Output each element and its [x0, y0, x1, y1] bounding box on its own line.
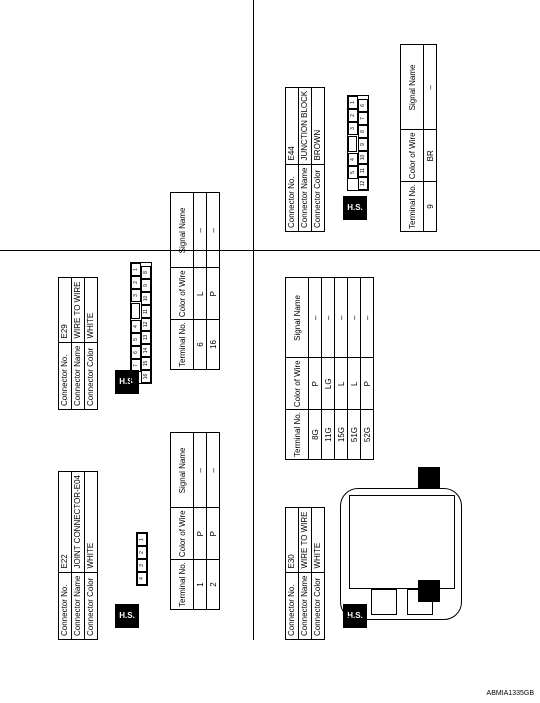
pin: 1 [131, 263, 141, 276]
wire-color-cell: P [361, 358, 374, 410]
signal-cell: – [335, 278, 348, 358]
pin: 7 [131, 359, 141, 372]
vertical-divider [253, 0, 254, 640]
pin: 5 [348, 166, 358, 179]
wire-color-cell: P [309, 358, 322, 410]
label: Connector No. [59, 342, 72, 409]
header: Color of Wire [401, 130, 424, 182]
hs-icon: H.S. [115, 604, 139, 628]
terminal-table-e44 [400, 44, 437, 232]
connector-no-value: E22 [59, 472, 72, 573]
label: Connector Color [312, 572, 325, 639]
signal-cell: – [348, 278, 361, 358]
figure-id: ABMIA1335GB [486, 690, 534, 697]
pin: 8 [141, 266, 151, 279]
terminal-table-e30 [285, 277, 374, 460]
pin: 9 [141, 279, 151, 292]
pin: 2 [348, 109, 358, 122]
pin: 7 [358, 112, 368, 125]
pin: 10 [141, 292, 151, 305]
terminal-cell: 8G [309, 410, 322, 460]
connector-no-value: E30 [286, 508, 299, 572]
pin: 3 [348, 122, 358, 135]
signal-cell: – [309, 278, 322, 358]
label: Connector No. [286, 164, 299, 231]
header: Terminal No. [286, 410, 309, 460]
wire-color-cell: L [335, 358, 348, 410]
terminal-cell: 6 [194, 320, 207, 370]
label: Connector Color [312, 164, 325, 231]
connector-color-value: BROWN [312, 87, 325, 164]
label: Connector Name [72, 342, 85, 409]
header: Terminal No. [401, 182, 424, 232]
pin: 16 [141, 370, 151, 383]
pin: 2 [131, 276, 141, 289]
pin: 15 [141, 357, 151, 370]
pin: 10 [358, 151, 368, 164]
wire-color-cell: L [194, 268, 207, 320]
label: Connector Name [299, 164, 312, 231]
pin: 6 [131, 346, 141, 359]
connector-e44-pinout [347, 95, 369, 191]
header: Color of Wire [171, 268, 194, 320]
pin: 1 [137, 533, 147, 546]
connector-e30-panel [285, 507, 325, 640]
connector-no-value: E44 [286, 87, 299, 164]
connector-color-value: WHITE [85, 472, 98, 573]
pin: 4 [348, 153, 358, 166]
terminal-cell: 9 [424, 182, 437, 232]
pin: 3 [137, 559, 147, 572]
connector-color-value: WHITE [85, 278, 98, 342]
terminal-table-e29 [170, 192, 220, 370]
pin: 3 [131, 289, 141, 302]
hs-icon: H.S. [343, 604, 367, 628]
header: Terminal No. [171, 560, 194, 610]
wire-color-cell: P [194, 508, 207, 560]
pin: 12 [141, 318, 151, 331]
wire-color-cell: P [207, 268, 220, 320]
signal-cell: – [194, 193, 207, 268]
connector-e44-panel [285, 87, 325, 232]
wire-color-cell: L [348, 358, 361, 410]
pin: 1 [348, 96, 358, 109]
pin: 11 [141, 305, 151, 318]
connector-name-value: JOINT CONNECTOR-E04 [72, 472, 85, 573]
label: Connector Name [72, 572, 85, 639]
label: Connector No. [286, 572, 299, 639]
horizontal-divider [0, 250, 540, 251]
connector-e22-panel [58, 471, 98, 640]
signal-cell: – [194, 433, 207, 508]
wire-color-cell: P [207, 508, 220, 560]
connector-no-value: E29 [59, 278, 72, 342]
pin: 12 [358, 177, 368, 190]
terminal-cell: 1 [194, 560, 207, 610]
header: Terminal No. [171, 320, 194, 370]
wire-color-cell: LG [322, 358, 335, 410]
pin: 6 [358, 99, 368, 112]
signal-cell: – [322, 278, 335, 358]
wire-color-cell: BR [424, 130, 437, 182]
signal-cell: – [207, 193, 220, 268]
header: Signal Name [171, 193, 194, 268]
connector-e22-pinout [136, 532, 148, 586]
pin: 2 [137, 546, 147, 559]
terminal-cell: 52G [361, 410, 374, 460]
signal-cell: – [424, 45, 437, 130]
pin: 13 [141, 331, 151, 344]
header: Color of Wire [286, 358, 309, 410]
terminal-cell: 2 [207, 560, 220, 610]
connector-color-value: WHITE [312, 508, 325, 572]
header: Signal Name [286, 278, 309, 358]
connector-e30-housing [340, 488, 462, 620]
connector-name-value: WIRE TO WIRE [72, 278, 85, 342]
latch-left [418, 467, 440, 489]
header: Signal Name [171, 433, 194, 508]
pin: 11 [358, 164, 368, 177]
pin: 4 [131, 320, 141, 333]
terminal-cell: 15G [335, 410, 348, 460]
pin: 4 [137, 572, 147, 585]
pin: 8 [358, 125, 368, 138]
pin: 5 [131, 333, 141, 346]
signal-cell: – [361, 278, 374, 358]
signal-cell: – [207, 433, 220, 508]
header: Color of Wire [171, 508, 194, 560]
pin: 14 [141, 344, 151, 357]
label: Connector Color [85, 572, 98, 639]
connector-e29-panel [58, 277, 98, 410]
terminal-cell: 16 [207, 320, 220, 370]
hs-icon: H.S. [115, 370, 139, 394]
pin: 9 [358, 138, 368, 151]
terminal-cell: 11G [322, 410, 335, 460]
label: Connector Name [299, 572, 312, 639]
header: Signal Name [401, 45, 424, 130]
terminal-cell: 51G [348, 410, 361, 460]
connector-e29-pinout [130, 262, 152, 384]
hs-icon: H.S. [343, 196, 367, 220]
terminal-table-e22 [170, 432, 220, 610]
label: Connector No. [59, 572, 72, 639]
label: Connector Color [85, 342, 98, 409]
connector-name-value: JUNCTION BLOCK [299, 87, 312, 164]
connector-name-value: WIRE TO WIRE [299, 508, 312, 572]
connector-info-table [58, 471, 98, 640]
latch-right [418, 580, 440, 602]
